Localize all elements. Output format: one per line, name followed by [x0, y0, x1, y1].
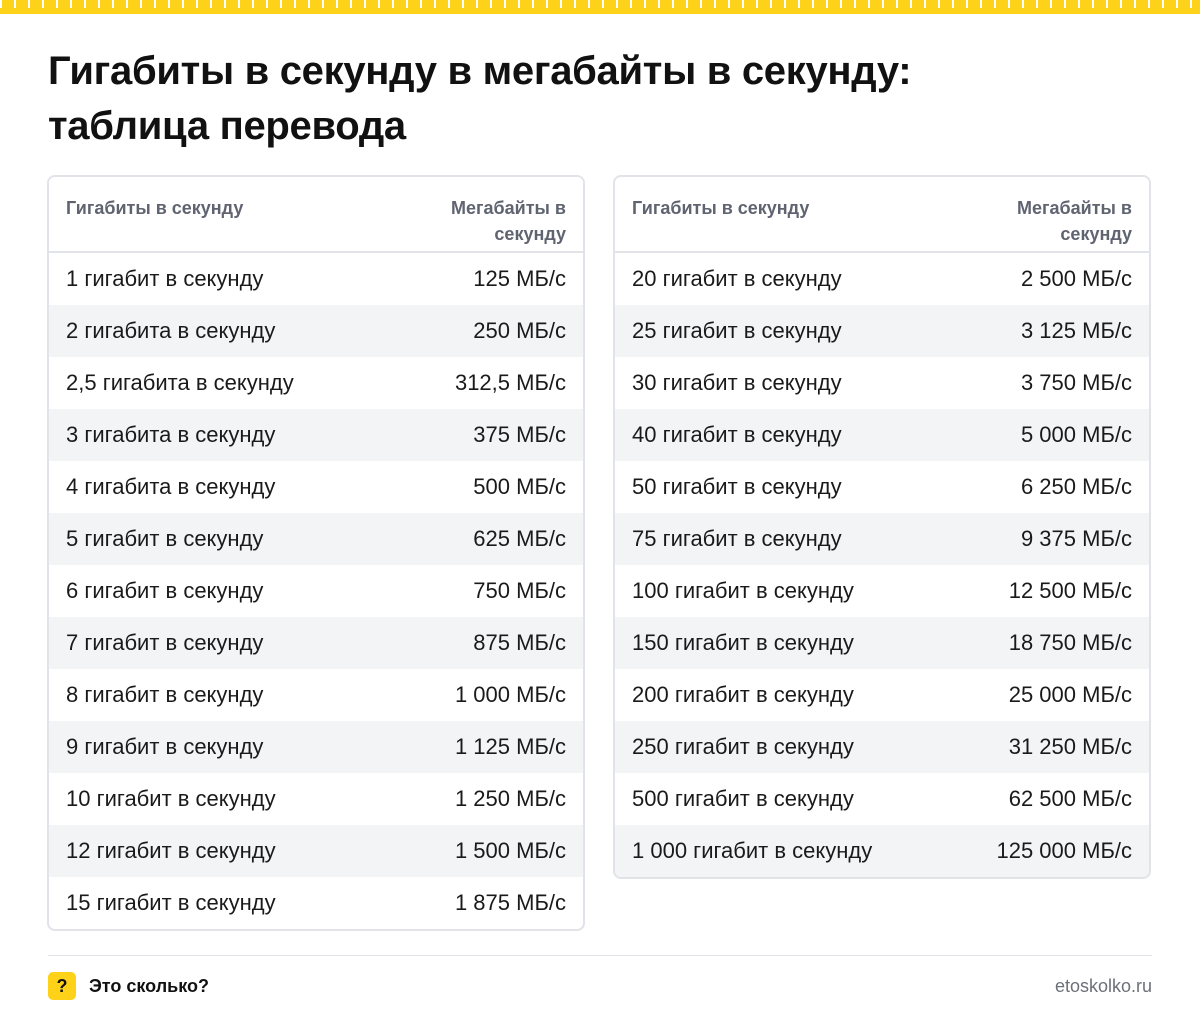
mbs-cell: 5 000 МБ/с	[1020, 422, 1132, 447]
mbs-cell: 750 МБ/с	[473, 578, 566, 603]
top-ruler-decoration	[0, 0, 1200, 14]
gbps-cell: 1 гигабит в секунду	[66, 266, 264, 291]
mbs-cell: 2 500 МБ/с	[1020, 266, 1132, 291]
mbs-cell: 31 250 МБ/с	[1008, 734, 1132, 759]
column-header-mbs: Мегабайты в секунду	[451, 198, 566, 244]
table-row	[49, 617, 583, 669]
mbs-cell: 125 000 МБ/с	[996, 838, 1132, 863]
gbps-cell: 2,5 гигабита в секунду	[66, 370, 294, 395]
gbps-cell: 30 гигабит в секунду	[632, 370, 842, 395]
gbps-cell: 200 гигабит в секунду	[632, 682, 854, 707]
gbps-cell: 50 гигабит в секунду	[632, 474, 842, 499]
gbps-cell: 20 гигабит в секунду	[632, 266, 842, 291]
mbs-cell: 12 500 МБ/с	[1008, 578, 1132, 603]
gbps-cell: 500 гигабит в секунду	[632, 786, 854, 811]
column-header-mbs: Мегабайты в секунду	[1017, 198, 1132, 244]
mbs-cell: 1 000 МБ/с	[454, 682, 566, 707]
table-row	[49, 357, 583, 409]
table-row	[49, 305, 583, 357]
gbps-cell: 8 гигабит в секунду	[66, 682, 264, 707]
mbs-cell: 500 МБ/с	[473, 474, 566, 499]
column-header-gbps: Гигабиты в секунду	[66, 198, 244, 218]
gbps-cell: 5 гигабит в секунду	[66, 526, 264, 551]
gbps-cell: 10 гигабит в секунду	[66, 786, 276, 811]
gbps-cell: 75 гигабит в секунду	[632, 526, 842, 551]
table-row	[49, 669, 583, 721]
mbs-cell: 1 875 МБ/с	[454, 890, 566, 915]
mbs-cell: 375 МБ/с	[473, 422, 566, 447]
table-row	[49, 773, 583, 825]
table-header	[615, 177, 1149, 253]
mbs-cell: 250 МБ/с	[473, 318, 566, 343]
gbps-cell: 100 гигабит в секунду	[632, 578, 854, 603]
footer-brand[interactable]: Это сколько?	[89, 976, 209, 996]
page-title-line-2: таблица перевода	[48, 104, 406, 148]
page-title-line-1: Гигабиты в секунду в мегабайты в секунду:	[48, 49, 912, 93]
mbs-cell: 1 125 МБ/с	[454, 734, 566, 759]
table-row	[615, 305, 1149, 357]
table-row	[615, 357, 1149, 409]
mbs-cell: 18 750 МБ/с	[1008, 630, 1132, 655]
table-row	[49, 461, 583, 513]
mbs-cell: 875 МБ/с	[473, 630, 566, 655]
gbps-cell: 4 гигабита в секунду	[66, 474, 276, 499]
gbps-cell: 40 гигабит в секунду	[632, 422, 842, 447]
table-row	[49, 825, 583, 877]
table-row	[49, 253, 583, 305]
mbs-cell: 1 500 МБ/с	[454, 838, 566, 863]
footer-site-link[interactable]: etoskolko.ru	[1054, 976, 1152, 996]
table-row	[615, 773, 1149, 825]
table-row	[49, 565, 583, 617]
table-row	[615, 253, 1149, 305]
mbs-cell: 125 МБ/с	[473, 266, 566, 291]
mbs-cell: 25 000 МБ/с	[1008, 682, 1132, 707]
gbps-cell: 12 гигабит в секунду	[66, 838, 276, 863]
question-mark-icon: ?	[48, 972, 76, 1000]
gbps-cell: 25 гигабит в секунду	[632, 318, 842, 343]
table-header	[49, 177, 583, 253]
table-row	[615, 825, 1149, 877]
table-row	[615, 617, 1149, 669]
gbps-cell: 7 гигабит в секунду	[66, 630, 264, 655]
table-body	[615, 253, 1149, 877]
column-header-gbps: Гигабиты в секунду	[632, 198, 810, 218]
gbps-cell: 9 гигабит в секунду	[66, 734, 264, 759]
conversion-table-right	[613, 175, 1151, 879]
mbs-cell: 625 МБ/с	[473, 526, 566, 551]
mbs-cell: 3 125 МБ/с	[1020, 318, 1132, 343]
table-row	[615, 721, 1149, 773]
table-row	[615, 513, 1149, 565]
gbps-cell: 1 000 гигабит в секунду	[632, 838, 873, 863]
mbs-cell: 312,5 МБ/с	[454, 370, 566, 395]
gbps-cell: 3 гигабита в секунду	[66, 422, 276, 447]
gbps-cell: 15 гигабит в секунду	[66, 890, 276, 915]
table-row	[615, 565, 1149, 617]
table-row	[49, 721, 583, 773]
table-row	[615, 409, 1149, 461]
table-row	[49, 877, 583, 929]
table-row	[615, 461, 1149, 513]
table-row	[615, 669, 1149, 721]
conversion-table-left	[47, 175, 585, 931]
gbps-cell: 250 гигабит в секунду	[632, 734, 854, 759]
table-row	[49, 513, 583, 565]
footer-divider	[48, 955, 1152, 956]
mbs-cell: 9 375 МБ/с	[1020, 526, 1132, 551]
mbs-cell: 62 500 МБ/с	[1008, 786, 1132, 811]
table-body	[49, 253, 583, 929]
mbs-cell: 1 250 МБ/с	[454, 786, 566, 811]
mbs-cell: 6 250 МБ/с	[1020, 474, 1132, 499]
mbs-cell: 3 750 МБ/с	[1020, 370, 1132, 395]
table-row	[49, 409, 583, 461]
gbps-cell: 150 гигабит в секунду	[632, 630, 854, 655]
gbps-cell: 2 гигабита в секунду	[66, 318, 276, 343]
page-title	[48, 44, 1148, 154]
gbps-cell: 6 гигабит в секунду	[66, 578, 264, 603]
